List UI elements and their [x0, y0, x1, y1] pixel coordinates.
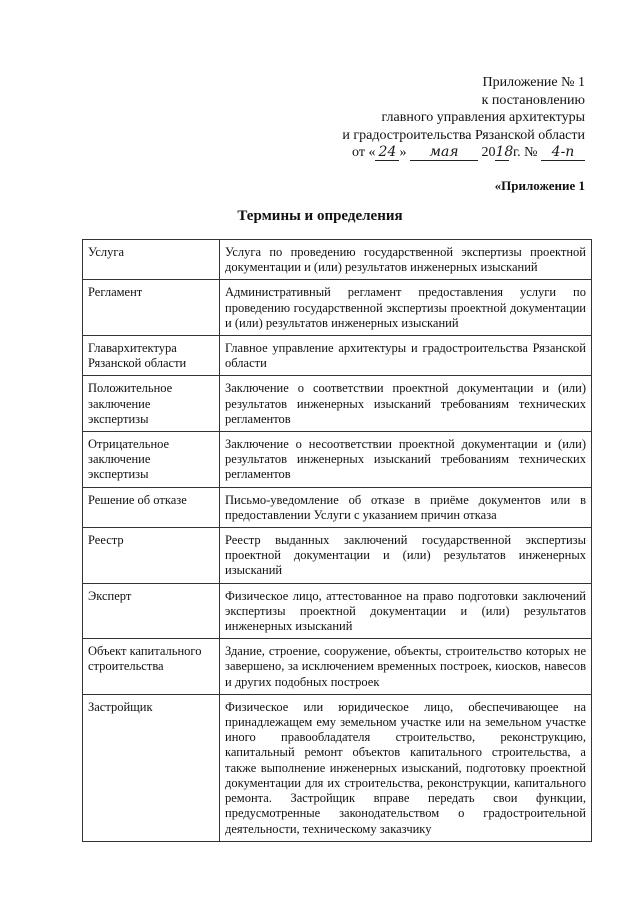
- handwritten-day: 24: [375, 145, 399, 161]
- term-cell: Реестр: [83, 528, 220, 584]
- definition-cell: Реестр выданных заключений государственной экспертизы проектной документации и (или) результатов инженерных изысканий: [220, 528, 592, 584]
- table-row: [83, 528, 592, 584]
- definition-cell: Главное управление архитектуры и градостроительства Рязанской области: [220, 336, 592, 376]
- terms-table: [82, 239, 592, 842]
- authority-line-2: и градостроительства Рязанской области: [342, 127, 585, 143]
- resolution-date: от « 24 » мая 2018 г. № 4-п: [245, 144, 585, 162]
- term-cell: Отрицательное заключение экспертизы: [83, 432, 220, 488]
- term-cell: Услуга: [83, 240, 220, 280]
- appendix-header: [245, 74, 585, 162]
- appendix-number: Приложение № 1: [482, 75, 585, 90]
- term-cell: Эксперт: [83, 583, 220, 639]
- table-row: [83, 280, 592, 336]
- term-cell: Объект капитального строительства: [83, 639, 220, 695]
- definition-cell: Услуга по проведению государственной экспертизы проектной документации и (или) результатов инженерных изысканий: [220, 240, 592, 280]
- definition-cell: Физическое лицо, аттестованное на право подготовки заключений экспертизы проектной документации и (или) результатов инженерных изысканий: [220, 583, 592, 639]
- handwritten-year: 18: [495, 144, 514, 160]
- table-row: [83, 240, 592, 280]
- definition-cell: Письмо-уведомление об отказе в приёме документов или в предоставлении Услуги с указанием причин отказа: [220, 487, 592, 527]
- authority-line-1: главного управления архитектуры: [381, 110, 585, 125]
- table-row: [83, 639, 592, 695]
- table-row: [83, 376, 592, 432]
- definition-cell: Заключение о несоответствии проектной документации и (или) результатов инженерных изысканий требованиям технических регламентов: [220, 432, 592, 488]
- table-row: [83, 583, 592, 639]
- table-row: [83, 432, 592, 488]
- page-title: Термины и определения: [237, 208, 403, 224]
- table-row: [83, 487, 592, 527]
- appendix-label: «Приложение 1: [494, 178, 585, 193]
- table-row: [83, 336, 592, 376]
- term-cell: Главархитектура Рязанской области: [83, 336, 220, 376]
- definition-cell: Административный регламент предоставления услуги по проведению государственной экспертизы проектной документации и (или) результатов инженерных изысканий: [220, 280, 592, 336]
- handwritten-month: мая: [410, 145, 478, 161]
- term-cell: Регламент: [83, 280, 220, 336]
- resolution-ref: к постановлению: [481, 92, 585, 108]
- definition-cell: Здание, строение, сооружение, объекты, строительство которых не завершено, за исключением временных построек, киосков, навесов и других подобных построек: [220, 639, 592, 695]
- definition-cell: Физическое или юридическое лицо, обеспечивающее на принадлежащем ему земельном участке или на земельном участке иного правообладателя строительство, реконструкцию, капитальный ремонт объектов капитального строительства, а также выполнение инженерных изысканий, подготовку проектной документации для их строительства, реконструкции, капитального ремонта. Застройщик вправе передать свои функции, предусмотренные законодательством о градостроительной деятельности, техническому заказчику: [220, 694, 592, 841]
- term-cell: Застройщик: [83, 694, 220, 841]
- term-cell: Решение об отказе: [83, 487, 220, 527]
- term-cell: Положительное заключение экспертизы: [83, 376, 220, 432]
- definition-cell: Заключение о соответствии проектной документации и (или) результатов инженерных изысканий требованиям технических регламентов: [220, 376, 592, 432]
- handwritten-number: 4-п: [541, 145, 585, 161]
- table-row: [83, 694, 592, 841]
